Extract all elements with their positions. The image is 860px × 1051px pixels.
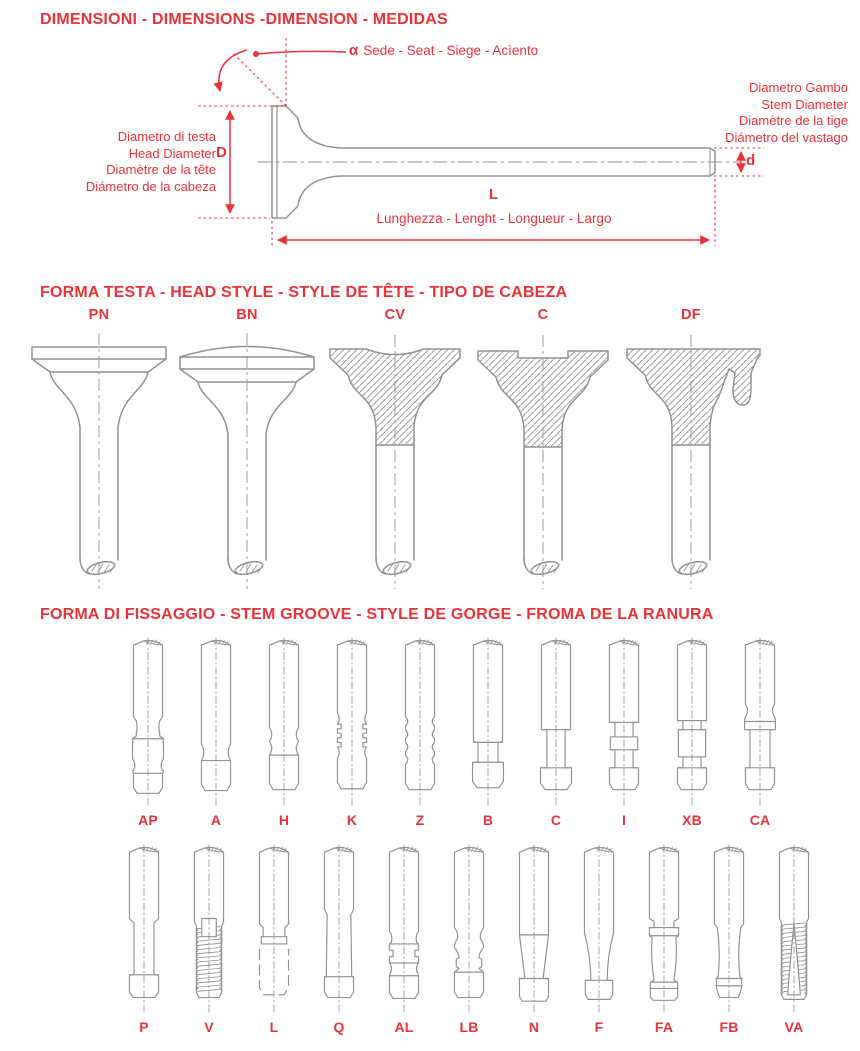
- stem-groove-section-title: FORMA DI FISSAGGIO - STEM GROOVE - STYLE DE GORGE - FROMA DE LA RANURA: [40, 606, 714, 623]
- stem-diameter-caption: [600, 80, 848, 146]
- stem-drawing-f: [579, 844, 619, 1013]
- seat-leader-line: [256, 51, 346, 54]
- stem-groove-drawing: [536, 637, 576, 806]
- stem-groove-drawing: [644, 844, 684, 1013]
- head-style-drawing-pn: [25, 327, 173, 592]
- stem-groove-label: A: [210, 812, 222, 828]
- stem-groove-drawing: [332, 637, 372, 806]
- stem-groove-label: V: [204, 1019, 214, 1035]
- stem-groove-label: Q: [333, 1019, 345, 1035]
- stem-groove-label: LB: [459, 1019, 479, 1035]
- stem-groove-label: K: [346, 812, 358, 828]
- stem-groove-label: AP: [138, 812, 158, 828]
- stem-drawing-k: [332, 637, 372, 806]
- stem-groove-item-c: [536, 637, 576, 828]
- seat-leader-dot: [253, 51, 259, 57]
- caption-line: Diámetro de la cabeza: [85, 178, 216, 194]
- head-style-drawing-bn: [173, 327, 321, 592]
- head-diameter-symbol: D: [216, 144, 227, 161]
- stem-groove-drawing: [579, 844, 619, 1013]
- head-style-item-cv: [321, 307, 469, 592]
- stem-groove-label: VA: [784, 1019, 804, 1035]
- stem-groove-label: FB: [719, 1019, 739, 1035]
- dimensions-section-title: DIMENSIONI - DIMENSIONS -DIMENSION - MEDIDAS: [40, 11, 448, 28]
- head-style-drawing-cv: [321, 327, 469, 592]
- stem-groove-item-h: [264, 637, 304, 828]
- stem-drawing-fa: [644, 844, 684, 1013]
- stem-groove-item-a: [196, 637, 236, 828]
- stem-groove-item-i: [604, 637, 644, 828]
- stem-groove-item-b: [468, 637, 508, 828]
- stem-groove-row-2: [0, 844, 860, 1035]
- stem-groove-label: P: [139, 1019, 149, 1035]
- head-style-label: C: [537, 307, 549, 323]
- stem-drawing-v: [189, 844, 229, 1013]
- stem-groove-item-ca: [740, 637, 780, 828]
- stem-groove-drawing: [254, 844, 294, 1013]
- caption-line: Diametro di testa: [117, 129, 216, 144]
- stem-groove-label: L: [269, 1019, 279, 1035]
- alpha-symbol: α: [349, 42, 359, 59]
- stem-drawing-q: [319, 844, 359, 1013]
- head-style-drawing-c: [469, 327, 617, 592]
- stem-groove-item-p: [124, 844, 164, 1035]
- stem-groove-label: H: [278, 812, 290, 828]
- seat-angle-label: [349, 42, 538, 59]
- stem-groove-item-lb: [449, 844, 489, 1035]
- stem-groove-label: AL: [394, 1019, 414, 1035]
- stem-groove-drawing: [604, 637, 644, 806]
- stem-drawing-va: [774, 844, 814, 1013]
- stem-groove-drawing: [124, 844, 164, 1013]
- stem-drawing-h: [264, 637, 304, 806]
- stem-drawing-i: [604, 637, 644, 806]
- stem-groove-drawing: [400, 637, 440, 806]
- stem-drawing-xb: [672, 637, 712, 806]
- stem-drawing-ap: [128, 637, 168, 806]
- stem-groove-drawing: [189, 844, 229, 1013]
- stem-drawing-a: [196, 637, 236, 806]
- seat-angle-arc-arrow: [219, 50, 247, 91]
- seat-label-text: Sede - Seat - Siege - Acìento: [363, 43, 539, 58]
- stem-groove-drawing: [468, 637, 508, 806]
- stem-groove-label: CA: [749, 812, 771, 828]
- head-style-item-c: [469, 307, 617, 592]
- caption-line: Head Diameter: [128, 145, 216, 161]
- stem-drawing-fb: [709, 844, 749, 1013]
- stem-groove-item-fa: [644, 844, 684, 1035]
- head-style-item-bn: [173, 307, 321, 592]
- stem-drawing-c: [536, 637, 576, 806]
- stem-groove-drawing: [774, 844, 814, 1013]
- stem-drawing-l: [254, 844, 294, 1013]
- stem-groove-label: C: [550, 812, 562, 828]
- stem-groove-drawing: [514, 844, 554, 1013]
- caption-line: Diamètre de la tête: [106, 162, 216, 177]
- stem-groove-item-f: [579, 844, 619, 1035]
- length-caption: Lunghezza - Lenght - Longueur - Largo: [376, 211, 612, 226]
- stem-groove-item-q: [319, 844, 359, 1035]
- stem-groove-label: Z: [415, 812, 425, 828]
- length-symbol: L: [489, 186, 499, 203]
- stem-groove-item-k: [332, 637, 372, 828]
- head-style-item-df: [617, 307, 765, 592]
- stem-groove-label: I: [621, 812, 627, 828]
- stem-groove-item-n: [514, 844, 554, 1035]
- head-style-label: PN: [88, 307, 110, 323]
- head-style-label: CV: [384, 307, 406, 323]
- caption-line: Diametro Gambo: [749, 80, 848, 95]
- stem-groove-item-z: [400, 637, 440, 828]
- caption-line: Stem Diameter: [761, 96, 848, 112]
- stem-groove-item-ap: [128, 637, 168, 828]
- stem-drawing-ca: [740, 637, 780, 806]
- stem-groove-item-al: [384, 844, 424, 1035]
- stem-groove-label: N: [528, 1019, 540, 1035]
- stem-groove-label: F: [594, 1019, 604, 1035]
- head-style-row: [0, 307, 860, 592]
- stem-drawing-b: [468, 637, 508, 806]
- stem-groove-drawing: [384, 844, 424, 1013]
- stem-groove-row-1: [0, 637, 860, 828]
- head-style-label: DF: [681, 307, 701, 323]
- stem-groove-label: XB: [682, 812, 702, 828]
- stem-groove-item-xb: [672, 637, 712, 828]
- stem-groove-drawing: [128, 637, 168, 806]
- stem-drawing-p: [124, 844, 164, 1013]
- head-diameter-caption: [40, 129, 216, 195]
- stem-groove-drawing: [672, 637, 712, 806]
- stem-diameter-symbol: d: [746, 152, 756, 169]
- caption-line: Diamètre de la tige: [738, 113, 848, 128]
- caption-line: Diámetro del vastago: [725, 129, 848, 145]
- stem-groove-label: FA: [654, 1019, 674, 1035]
- stem-drawing-z: [400, 637, 440, 806]
- stem-groove-drawing: [196, 637, 236, 806]
- stem-drawing-n: [514, 844, 554, 1013]
- head-style-item-pn: [25, 307, 173, 592]
- stem-groove-drawing: [319, 844, 359, 1013]
- stem-drawing-lb: [449, 844, 489, 1013]
- head-style-section-title: FORMA TESTA - HEAD STYLE - STYLE DE TÊTE - TIPO DE CABEZA: [40, 284, 568, 301]
- stem-groove-drawing: [449, 844, 489, 1013]
- stem-groove-item-v: [189, 844, 229, 1035]
- stem-groove-item-fb: [709, 844, 749, 1035]
- head-style-label: BN: [236, 307, 258, 323]
- stem-groove-item-va: [774, 844, 814, 1035]
- stem-groove-drawing: [264, 637, 304, 806]
- stem-groove-label: B: [482, 812, 494, 828]
- stem-groove-item-l: [254, 844, 294, 1035]
- stem-groove-drawing: [709, 844, 749, 1013]
- stem-drawing-al: [384, 844, 424, 1013]
- head-style-drawing-df: [617, 327, 765, 592]
- stem-groove-drawing: [740, 637, 780, 806]
